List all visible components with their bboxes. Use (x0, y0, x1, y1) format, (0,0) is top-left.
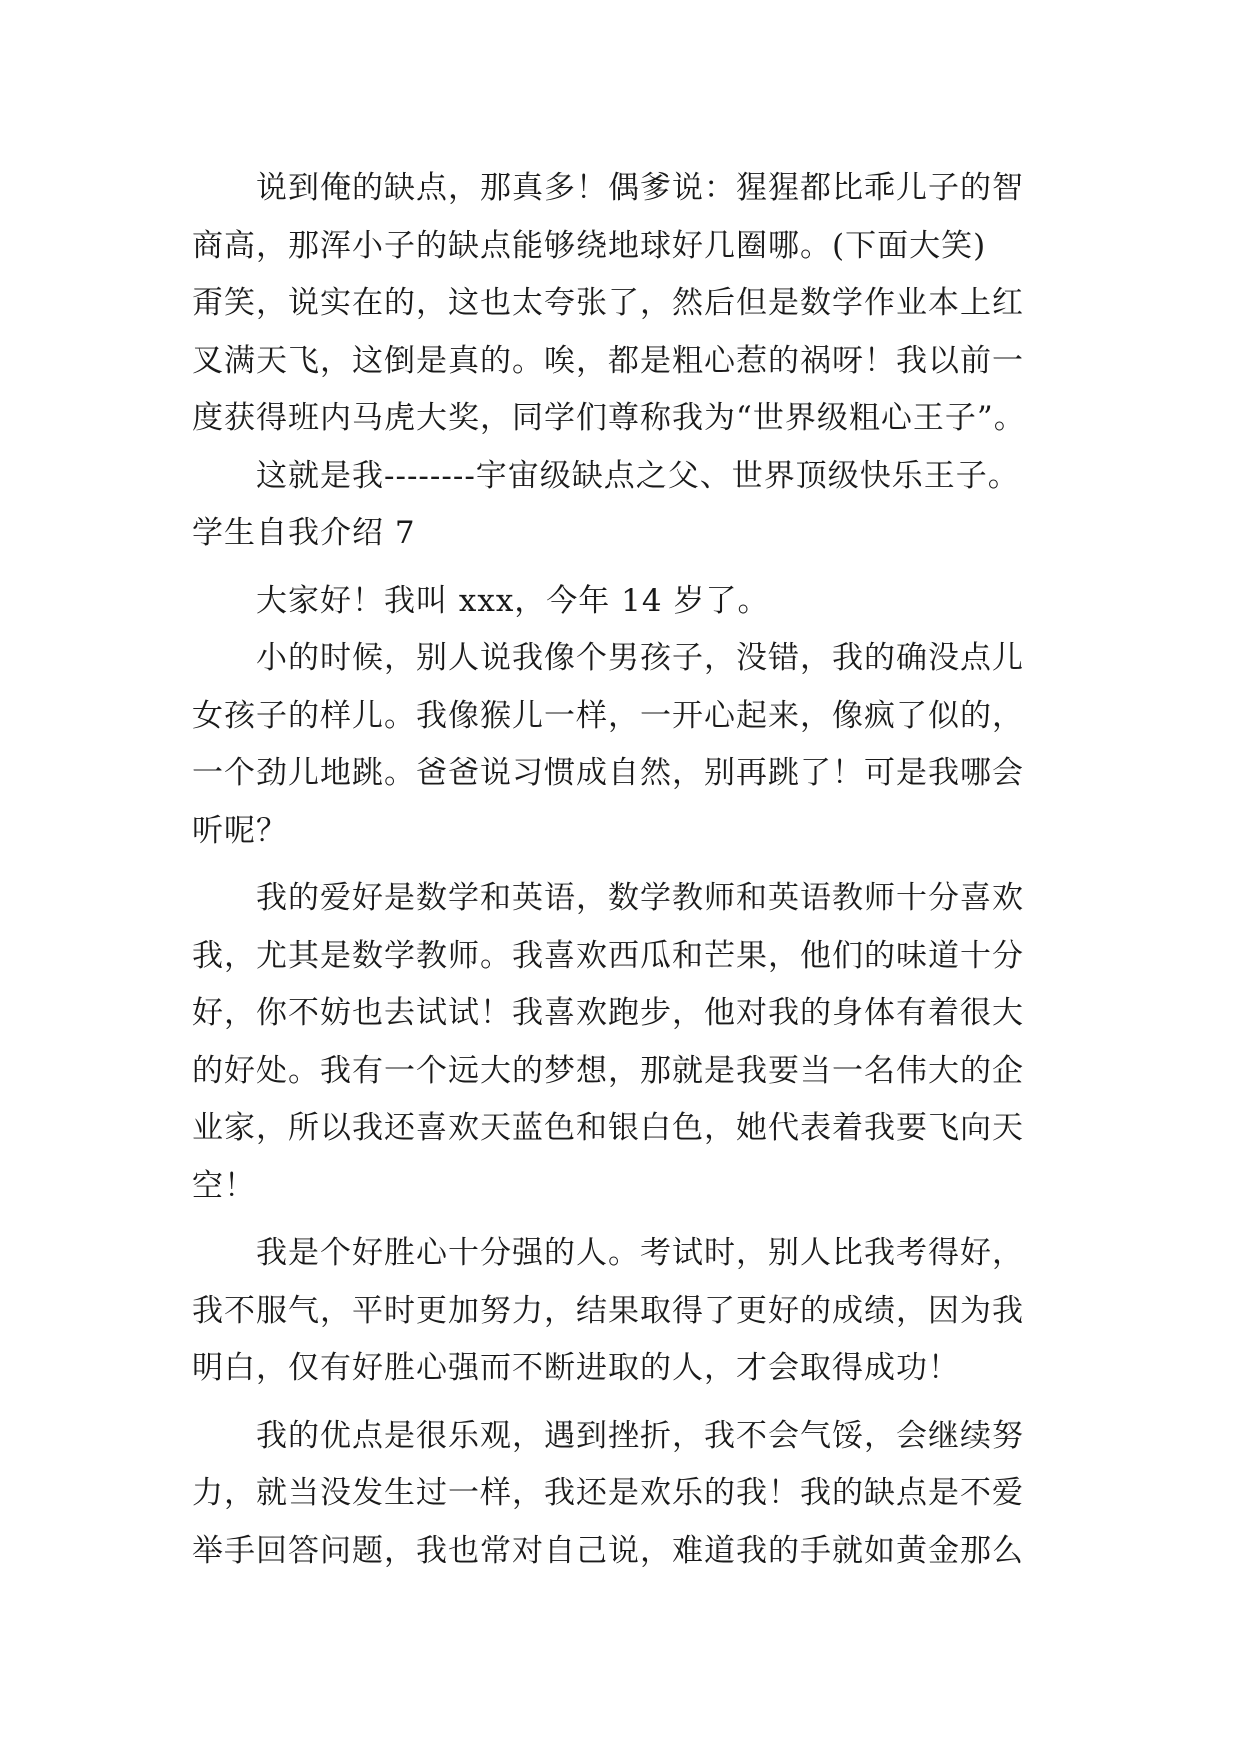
text-line: 甭笑，说实在的，这也太夸张了，然后但是数学作业本上红 (192, 285, 1024, 321)
text-line: 力，就当没发生过一样，我还是欢乐的我！我的缺点是不爱 (192, 1475, 1024, 1511)
paragraph-spacer (192, 1215, 1072, 1225)
text-line: 我是个好胜心十分强的人。考试时，别人比我考得好， (256, 1235, 1024, 1271)
paragraph-5 (192, 870, 1072, 1215)
text-line: 小的时候，别人说我像个男孩子，没错，我的确没点儿 (256, 640, 1024, 676)
text-line: 商高，那浑小子的缺点能够绕地球好几圈哪。(下面大笑) (192, 227, 987, 264)
text-line: 大家好！我叫 xxx，今年 14 岁了。 (256, 582, 770, 619)
section-heading: 学生自我介绍 7 (192, 515, 416, 551)
paragraph-4 (192, 630, 1072, 860)
text-line: 我的优点是很乐观，遇到挫折，我不会气馁，会继续努 (256, 1417, 1024, 1454)
text-line: 听呢？ (192, 812, 288, 849)
text-line: 空！ (192, 1167, 256, 1204)
paragraph-3 (192, 573, 1072, 631)
text-line: 我的爱好是数学和英语，数学教师和英语教师十分喜欢 (256, 880, 1024, 916)
text-line: 度获得班内马虎大奖，同学们尊称我为“世界级粗心王子”。 (192, 400, 1026, 436)
text-line: 我不服气，平时更加努力，结果取得了更好的成绩，因为我 (192, 1292, 1024, 1329)
text-line: 的好处。我有一个远大的梦想，那就是我要当一名伟大的企 (192, 1052, 1024, 1089)
text-line: 说到俺的缺点，那真多！偶爹说：猩猩都比乖儿子的智 (256, 170, 1024, 206)
paragraph-6 (192, 1225, 1072, 1398)
paragraph-1 (192, 160, 1072, 448)
text-line: 我，尤其是数学教师。我喜欢西瓜和芒果，他们的味道十分 (192, 937, 1024, 974)
text-line: 好，你不妨也去试试！我喜欢跑步，他对我的身体有着很大 (192, 995, 1024, 1031)
document-body (192, 160, 1072, 1580)
text-line: 一个劲儿地跳。爸爸说习惯成自然，别再跳了！可是我哪会 (192, 755, 1024, 791)
text-line: 举手回答问题，我也常对自己说，难道我的手就如黄金那么 (192, 1532, 1024, 1569)
text-line: 叉满天飞，这倒是真的。唉，都是粗心惹的祸呀！我以前一 (192, 342, 1024, 379)
text-line: 女孩子的样儿。我像猴儿一样，一开心起来，像疯了似的， (192, 697, 1024, 734)
paragraph-spacer (192, 1398, 1072, 1408)
paragraph-7 (192, 1408, 1072, 1581)
paragraph-spacer (192, 860, 1072, 870)
paragraph-2 (192, 448, 1072, 506)
text-line: 明白，仅有好胜心强而不断进取的人，才会取得成功！ (192, 1350, 960, 1386)
paragraph-spacer (192, 563, 1072, 573)
text-line: 业家，所以我还喜欢天蓝色和银白色，她代表着我要飞向天 (192, 1110, 1024, 1146)
text-line: 这就是我--------宇宙级缺点之父、世界顶级快乐王子。 (256, 457, 1020, 494)
